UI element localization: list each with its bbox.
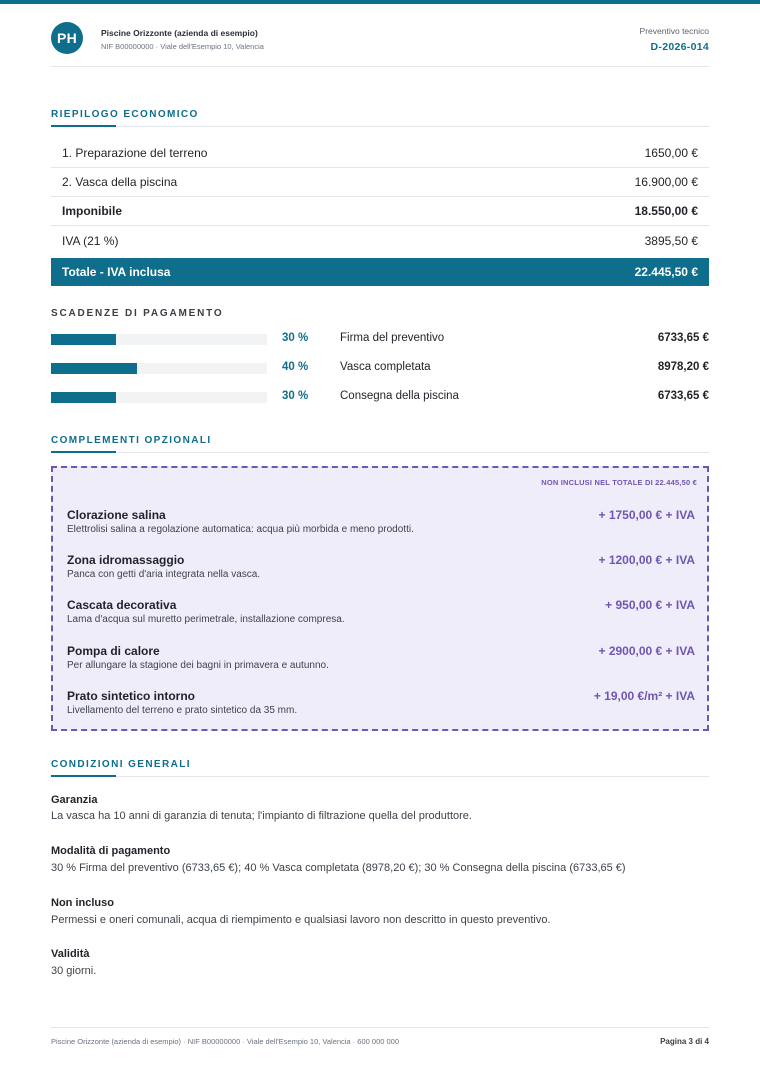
optionals-note: NON INCLUSI NEL TOTALE DI 22.445,50 € [541, 478, 697, 487]
payments-title: SCADENZE DI PAGAMENTO [51, 308, 224, 319]
payment-row [51, 331, 709, 347]
summary-row-label: Imponibile [62, 204, 122, 218]
page-number: Pagina 3 di 4 [660, 1037, 709, 1046]
optionals-title: COMPLEMENTI OPZIONALI [51, 435, 212, 446]
payment-label: Consegna della piscina [340, 390, 459, 402]
payment-row [51, 389, 709, 405]
optional-price: + 950,00 € + IVA [605, 598, 695, 612]
optional-description: Elettrolisi salina a regolazione automatica: acqua più morbida e meno prodotti. [67, 524, 414, 535]
optional-description: Lama d'acqua sul muretto perimetrale, installazione compresa. [67, 614, 345, 625]
summary-row-label: IVA (21 %) [62, 233, 119, 248]
summary-row-vat [51, 226, 709, 255]
summary-row [51, 139, 709, 168]
payment-label: Vasca completata [340, 361, 431, 373]
optional-item [67, 689, 695, 716]
optional-item [67, 553, 695, 580]
summary-row-value: 18.550,00 € [634, 204, 698, 218]
payment-progress-track [51, 363, 267, 374]
payment-percent: 30 % [282, 390, 309, 402]
document-header [51, 4, 709, 67]
optionals-box [51, 466, 709, 731]
summary-row-label: 2. Vasca della piscina [62, 175, 178, 189]
summary-row-label: 1. Preparazione del terreno [62, 146, 208, 160]
summary-row-value: 16.900,00 € [634, 175, 698, 189]
payment-progress-fill [51, 392, 116, 403]
payment-progress-fill [51, 363, 137, 374]
optional-name: Pompa di calore [67, 644, 160, 658]
summary-total-row [51, 258, 709, 286]
summary-row [51, 168, 709, 197]
logo-initials: PH [56, 30, 78, 46]
payment-amount: 6733,65 € [657, 332, 709, 344]
total-value: 22.445,50 € [634, 265, 698, 279]
summary-row-value: 1650,00 € [644, 146, 698, 160]
payment-amount: 8978,20 € [657, 361, 709, 373]
optional-price: + 19,00 €/m² + IVA [593, 689, 695, 703]
company-details: NIF B00000000 · Viale dell'Esempio 10, Valencia [101, 42, 264, 51]
condition-text: 30 giorni. [51, 965, 97, 977]
section-accent [51, 125, 116, 127]
conditions-title: CONDIZIONI GENERALI [51, 759, 191, 770]
optional-name: Cascata decorativa [67, 598, 177, 612]
summary-title: RIEPILOGO ECONOMICO [51, 109, 199, 120]
section-divider [51, 452, 709, 453]
optional-item [67, 508, 695, 535]
payment-percent: 30 % [282, 332, 309, 344]
optional-name: Clorazione salina [67, 508, 166, 522]
condition-heading: Garanzia [51, 794, 98, 806]
optional-description: Per allungare la stagione dei bagni in primavera e autunno. [67, 660, 329, 671]
section-divider [51, 126, 709, 127]
summary-row-value: 3895,50 € [644, 233, 698, 248]
total-label: Totale - IVA inclusa [62, 265, 171, 279]
footer-divider [51, 1027, 709, 1028]
section-accent [51, 775, 116, 777]
condition-text: 30 % Firma del preventivo (6733,65 €); 40 % Vasca completata (8978,20 €); 30 % Consegna della piscina (6733,65 €) [51, 862, 626, 874]
condition-heading: Non incluso [51, 897, 114, 909]
summary-row-subtotal [51, 197, 709, 226]
payment-label: Firma del preventivo [340, 332, 445, 344]
optional-price: + 1750,00 € + IVA [598, 508, 695, 522]
payment-amount: 6733,65 € [657, 390, 709, 402]
company-logo [51, 22, 83, 54]
optional-description: Livellamento del terreno e prato sintetico da 35 mm. [67, 705, 298, 716]
footer-company-info: Piscine Orizzonte (azienda di esempio) · NIF B00000000 · Viale dell'Esempio 10, Valencia · 600 000 000 [51, 1037, 400, 1046]
payment-progress-track [51, 334, 267, 345]
condition-heading: Modalità di pagamento [51, 845, 171, 857]
condition-heading: Validità [51, 948, 90, 960]
document-type: Preventivo tecnico [639, 26, 709, 36]
payment-progress-fill [51, 334, 116, 345]
payment-percent: 40 % [282, 361, 309, 373]
company-name: Piscine Orizzonte (azienda di esempio) [101, 28, 258, 38]
optional-price: + 2900,00 € + IVA [598, 644, 695, 658]
optional-description: Panca con getti d'aria integrata nella vasca. [67, 569, 261, 580]
section-divider [51, 776, 709, 777]
section-accent [51, 451, 116, 453]
optional-name: Zona idromassaggio [67, 553, 185, 567]
payment-row [51, 360, 709, 376]
optional-item [67, 598, 695, 625]
optional-price: + 1200,00 € + IVA [598, 553, 695, 567]
optional-name: Prato sintetico intorno [67, 689, 196, 703]
optional-item [67, 644, 695, 671]
payment-progress-track [51, 392, 267, 403]
condition-text: Permessi e oneri comunali, acqua di riempimento e qualsiasi lavoro non descritto in questo preventivo. [51, 914, 551, 926]
document-page [51, 4, 709, 1046]
condition-text: La vasca ha 10 anni di garanzia di tenuta; l'impianto di filtrazione quella del produttore. [51, 810, 472, 822]
document-number: D-2026-014 [650, 41, 709, 53]
